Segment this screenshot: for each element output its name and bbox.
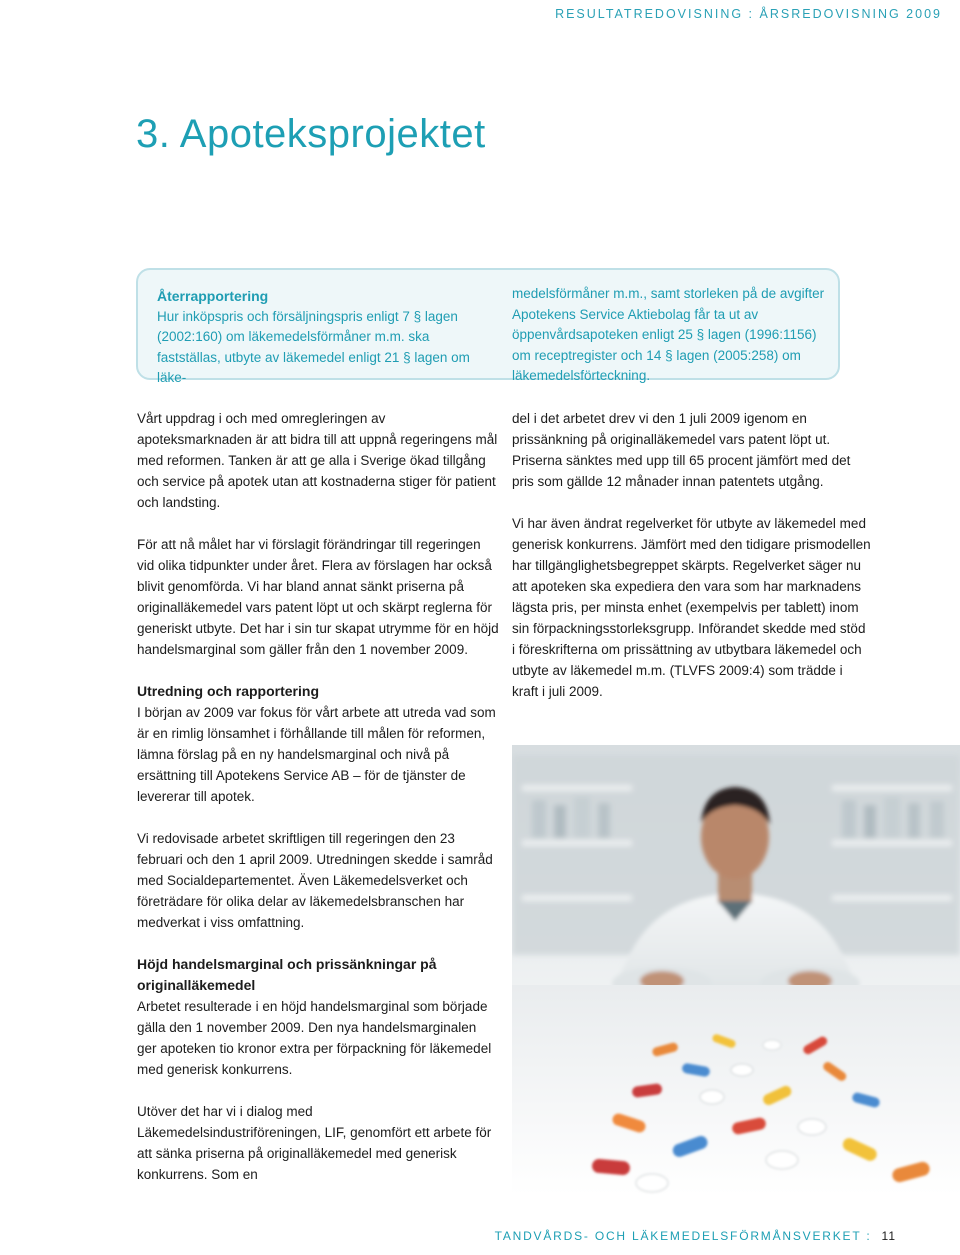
- section-heading: Utredning och rapportering: [137, 683, 319, 699]
- right-text-column: [512, 408, 872, 723]
- callout-left-column: [157, 286, 487, 389]
- page-number: 11: [881, 1229, 896, 1243]
- paragraph: Vi redovisade arbetet skriftligen till regeringen den 23 februari och den 1 april 2009. Utredningen skedde i samråd med Socialdepartementet. Även Läkemedelsverket och företrädare för olika delar av läkemedelsbranschen har medverkat i viss omfattning.: [137, 831, 493, 930]
- section-heading: Höjd handelsmarginal och prissänkningar på originalläkemedel: [137, 956, 437, 993]
- reporting-callout-box: [136, 268, 840, 386]
- paragraph: del i det arbetet drev vi den 1 juli 2009 igenom en prissänkning på originalläkemedel vars patent löpt ut. Priserna sänktes med upp till 65 procent jämfört med det pris som gällde 12 månader innan patentets utgång.: [512, 411, 851, 489]
- left-text-column: [137, 408, 499, 1206]
- callout-heading: Återrapportering: [157, 288, 269, 304]
- pharmacist-photo: [512, 745, 960, 1195]
- paragraph: Vårt uppdrag i och med omregleringen av apoteksmarknaden är att bidra till att uppnå regeringens mål med reformen. Tanken är att ge alla i Sverige ökad tillgång och service på apotek utan att kostnaderna stiger för patient och landsting.: [137, 411, 498, 510]
- page-footer: [495, 1229, 896, 1243]
- callout-left-text: Hur inköpspris och försäljningspris enligt 7 § lagen (2002:160) om läkemedelsförmåner m.m. ska fastställas, utbyte av läkemedel enligt 21 § lagen om läke-: [157, 308, 470, 386]
- chapter-title: 3. Apoteksprojektet: [136, 112, 486, 156]
- running-header: RESULTATREDOVISNING : ÅRSREDOVISNING 2009: [555, 7, 942, 21]
- paragraph: Vi har även ändrat regelverket för utbyte av läkemedel med generisk konkurrens. Jämfört med den tidigare prismodellen har tillgänglighetsbegreppet skärpts. Regelverket säger nu att apoteken ska expediera den vara som har marknadens lägsta pris, per minsta enhet (exempelvis per tablett) inom sin förpackningsstorleksgrupp. Införandet skedde med stöd i föreskrifterna om prissättning av utbytbara läkemedel och utbyte av läkemedel m.m. (TLVFS 2009:4) som trädde i kraft i juli 2009.: [512, 516, 871, 699]
- pharmacist-pills-illustration: [512, 745, 960, 1195]
- paragraph: I början av 2009 var fokus för vårt arbete att utreda vad som är en rimlig lönsamhet i förhållande till målen för reformen, lämna förslag på en ny handelsmarginal och nivå på ersättning till Apotekens Service AB – för de tjänster de levererar till apotek.: [137, 705, 496, 804]
- callout-right-text: medelsförmåner m.m., samt storleken på de avgifter Apotekens Service Aktiebolag får ta ut av öppenvårdsapoteken enligt 25 § lagen (1996:1156) om receptregister och 14 § lagen (2005:258) om läkemedelsförteckning.: [512, 286, 825, 384]
- paragraph: Arbetet resulterade i en höjd handelsmarginal som började gälla den 1 november 2009. Den nya handelsmarginalen ger apoteken tio kronor extra per förpackning för läkemedel med generisk konkurrens.: [137, 999, 492, 1077]
- paragraph: För att nå målet har vi förslagit förändringar till regeringen vid olika tidpunkter under året. Flera av förslagen har också blivit genomförda. Vi har bland annat sänkt priserna på originalläkemedel vars patent löpt ut och skärpt reglerna för generiskt utbyte. Det har i sin tur skapat utrymme för en höjd handelsmarginal som gäller från den 1 november 2009.: [137, 537, 499, 657]
- paragraph: Utöver det har vi i dialog med Läkemedelsindustriföreningen, LIF, genomfört ett arbete för att sänka priserna på originalläkemedel med generisk konkurrens. Som en: [137, 1104, 492, 1182]
- callout-right-column: [512, 284, 832, 387]
- footer-agency-name: TANDVÅRDS- OCH LÄKEMEDELSFÖRMÅNSVERKET :: [494, 1229, 872, 1243]
